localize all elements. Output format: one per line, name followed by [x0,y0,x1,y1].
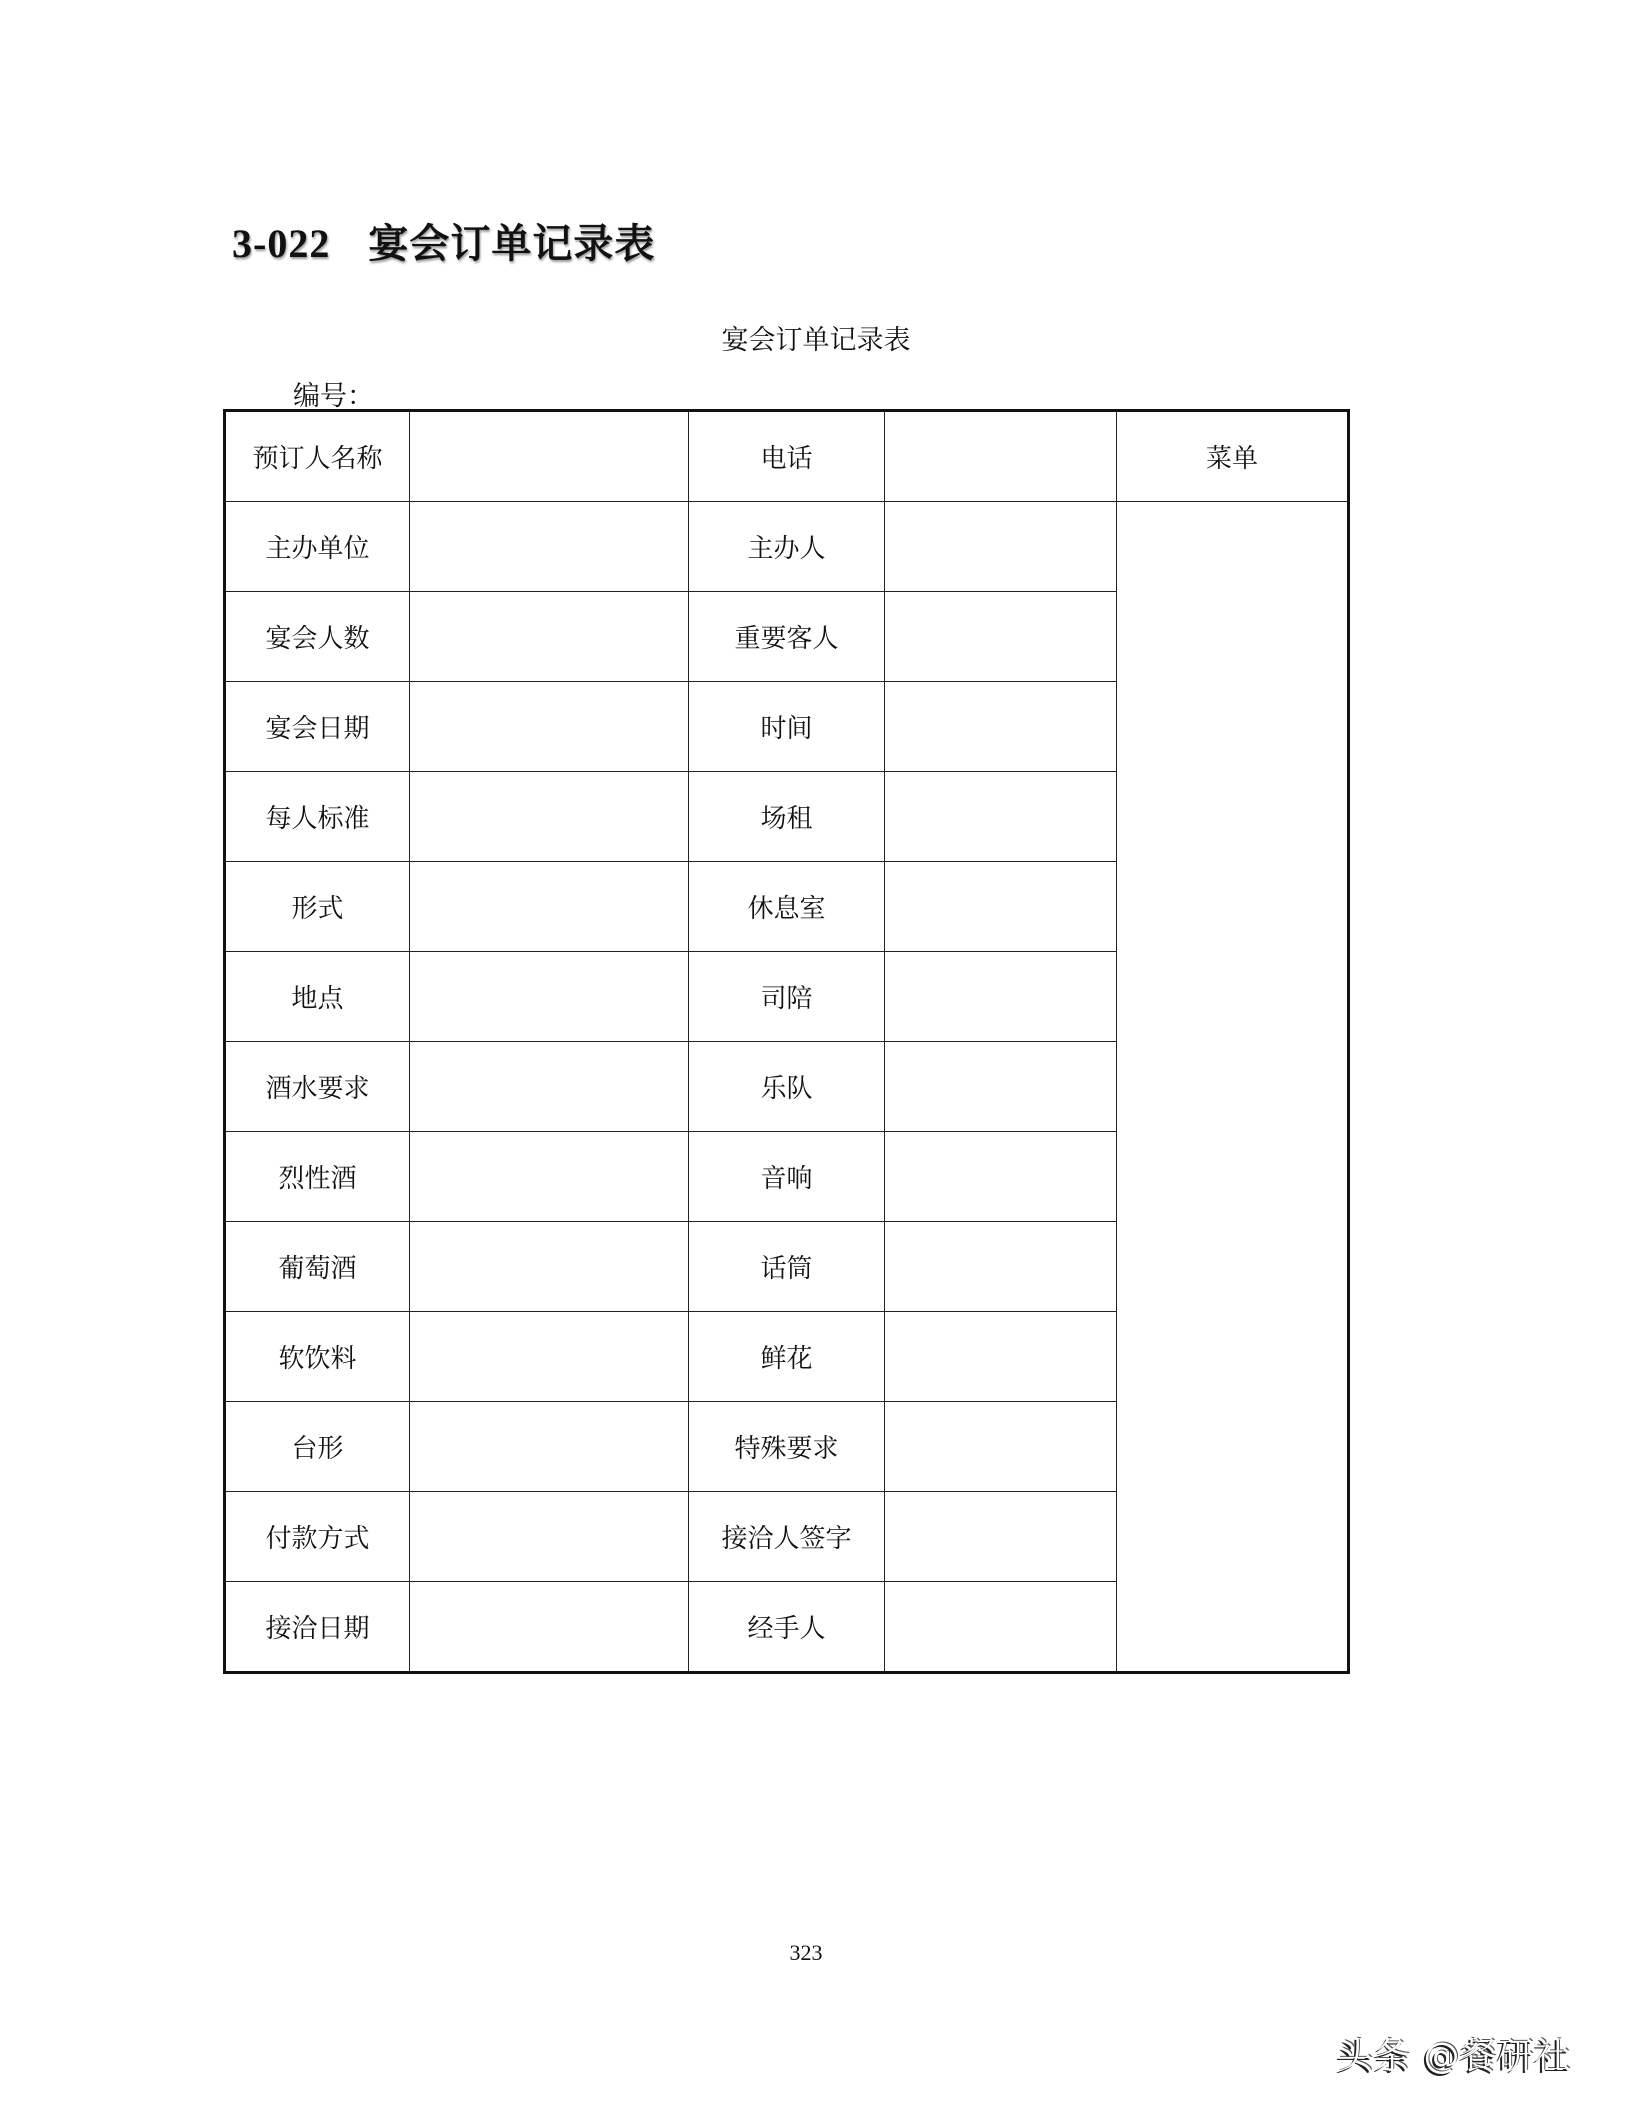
field-value[interactable] [885,682,1117,772]
menu-header: 菜单 [1117,411,1349,502]
table-row [225,411,1349,502]
section-heading [232,212,655,269]
field-label: 烈性酒 [225,1132,410,1222]
field-value[interactable] [885,862,1117,952]
field-value[interactable] [885,1312,1117,1402]
field-label: 接洽人签字 [689,1492,885,1582]
field-label: 特殊要求 [689,1402,885,1492]
form-title: 宴会订单记录表 [721,325,911,356]
field-label: 接洽日期 [225,1582,410,1673]
table-row [225,502,1349,592]
field-label: 宴会人数 [225,592,410,682]
field-value[interactable] [410,682,689,772]
field-value[interactable] [410,952,689,1042]
field-label: 休息室 [689,862,885,952]
field-label: 宴会日期 [225,682,410,772]
field-value[interactable] [410,1582,689,1673]
watermark: 头条 @餐研社 [1337,2036,1572,2077]
field-label: 话筒 [689,1222,885,1312]
field-label: 每人标准 [225,772,410,862]
field-label: 台形 [225,1402,410,1492]
field-value[interactable] [410,502,689,592]
field-label: 软饮料 [225,1312,410,1402]
field-label: 酒水要求 [225,1042,410,1132]
field-value[interactable] [410,862,689,952]
field-label: 乐队 [689,1042,885,1132]
field-label: 音响 [689,1132,885,1222]
field-value[interactable] [410,1132,689,1222]
page-number: 323 [789,1940,823,1965]
field-label: 重要客人 [689,592,885,682]
field-value[interactable] [410,411,689,502]
field-value[interactable] [885,1582,1117,1673]
field-value[interactable] [410,1042,689,1132]
field-value[interactable] [410,1222,689,1312]
field-value[interactable] [885,1042,1117,1132]
field-label: 葡萄酒 [225,1222,410,1312]
code-label: 编号： [293,381,374,412]
section-number: 3-022 [232,221,331,266]
menu-field[interactable] [1117,502,1349,1673]
field-label: 经手人 [689,1582,885,1673]
field-value[interactable] [885,1402,1117,1492]
field-value[interactable] [885,772,1117,862]
field-label: 电话 [689,411,885,502]
field-label: 时间 [689,682,885,772]
field-value[interactable] [410,1312,689,1402]
field-label: 地点 [225,952,410,1042]
field-value[interactable] [885,1492,1117,1582]
banquet-order-table [223,409,1350,1674]
field-label: 场租 [689,772,885,862]
field-label: 鲜花 [689,1312,885,1402]
field-value[interactable] [410,1402,689,1492]
field-value[interactable] [885,1222,1117,1312]
field-label: 付款方式 [225,1492,410,1582]
field-label: 主办单位 [225,502,410,592]
field-value[interactable] [410,1492,689,1582]
section-title: 宴会订单记录表 [368,220,656,267]
field-label: 预订人名称 [225,411,410,502]
field-label: 形式 [225,862,410,952]
field-value[interactable] [410,772,689,862]
field-value[interactable] [410,592,689,682]
field-value[interactable] [885,502,1117,592]
field-value[interactable] [885,952,1117,1042]
field-value[interactable] [885,1132,1117,1222]
field-label: 主办人 [689,502,885,592]
field-value[interactable] [885,592,1117,682]
field-label: 司陪 [689,952,885,1042]
field-value[interactable] [885,411,1117,502]
